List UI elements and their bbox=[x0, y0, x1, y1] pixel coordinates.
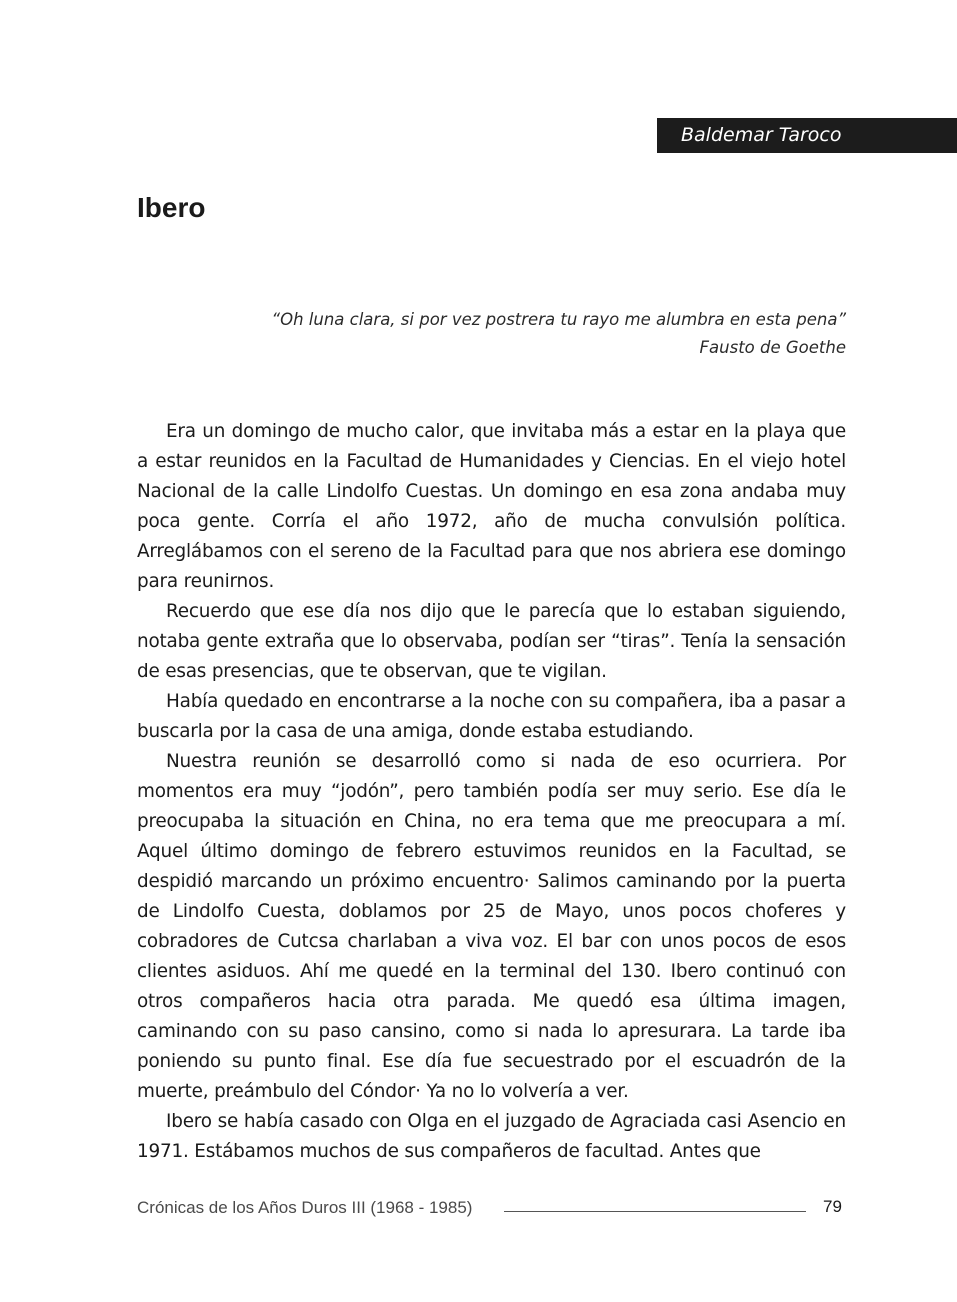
paragraph: Nuestra reunión se desarrolló como si nada de eso ocurriera. Por momentos era muy “jodón”, pero también podía ser muy serio. Ese día le preocupaba la situación en China, no era tema que me preocupara a mí. Aquel último domingo de febrero estuvimos reunidos en la Facultad, se despidió marcando un próximo encuentro· Salimos caminando por la puerta de Lindolfo Cuesta, doblamos por 25 de Mayo, unos pocos choferes y cobradores de Cutcsa charlaban a viva voz. El bar con unos pocos de esos clientes asiduos. Ahí me quedé en la terminal del 130. Ibero continuó con otros compañeros hacia otra parada. Me quedó esa última imagen, caminando con su paso cansino, como si nada lo apresurara. La tarde iba poniendo su punto final. Ese día fue secuestrado por el escuadrón de la muerte, preámbulo del Cóndor· Ya no lo volvería a ver. bbox=[137, 751, 846, 1102]
body-text bbox=[137, 417, 846, 1167]
footer-book-title: Crónicas de los Años Duros III (1968 - 1985) bbox=[137, 1198, 473, 1217]
chapter-title: Ibero bbox=[137, 192, 206, 223]
footer-divider bbox=[504, 1211, 806, 1212]
epigraph bbox=[137, 306, 846, 362]
author-header-tab bbox=[657, 118, 957, 153]
paragraph: Ibero se había casado con Olga en el juzgado de Agraciada casi Asencio en 1971. Estábamos muchos de sus compañeros de facultad. Antes que bbox=[137, 1111, 846, 1162]
page-number: 79 bbox=[823, 1197, 842, 1216]
author-name: Baldemar Taroco bbox=[681, 124, 842, 146]
paragraph: Recuerdo que ese día nos dijo que le parecía que lo estaban siguiendo, notaba gente extraña que lo observaba, podían ser “tiras”. Tenía la sensación de esas presencias, que te observan, que te vigilan. bbox=[137, 601, 846, 682]
epigraph-quote: “Oh luna clara, si por vez postrera tu rayo me alumbra en esta pena” bbox=[271, 310, 846, 329]
paragraph: Había quedado en encontrarse a la noche con su compañera, iba a pasar a buscarla por la casa de una amiga, donde estaba estudiando. bbox=[137, 691, 846, 742]
paragraph: Era un domingo de mucho calor, que invitaba más a estar en la playa que a estar reunidos en la Facultad de Humanidades y Ciencias. En el viejo hotel Nacional de la calle Lindolfo Cuestas. Un domingo en esa zona andaba muy poca gente. Corría el año 1972, año de mucha convulsión política. Arreglábamos con el sereno de la Facultad para que nos abriera ese domingo para reunirnos. bbox=[137, 421, 846, 592]
epigraph-attribution: Fausto de Goethe bbox=[699, 338, 846, 357]
